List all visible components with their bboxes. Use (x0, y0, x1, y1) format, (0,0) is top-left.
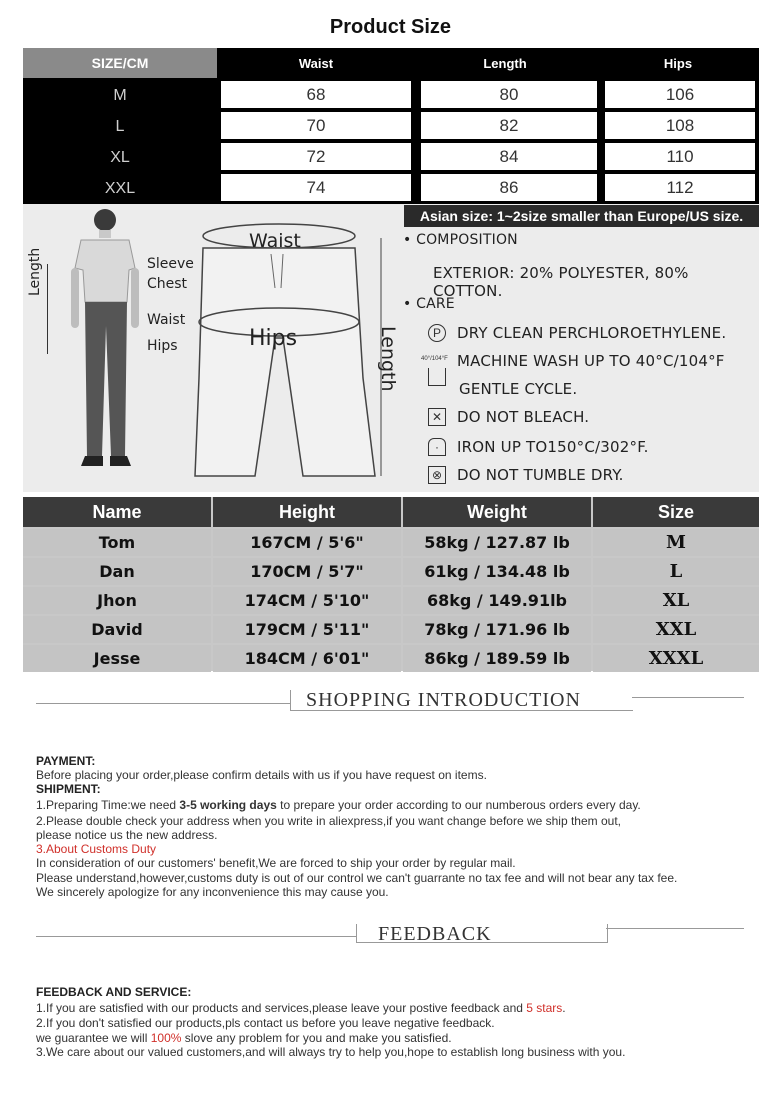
model-size: XXXL (593, 645, 759, 672)
model-height: 174CM / 5'10" (213, 587, 401, 614)
name-header: Name (23, 497, 211, 527)
shipment-label: SHIPMENT: (36, 782, 101, 796)
model-table (23, 497, 759, 671)
model-name: Jesse (23, 645, 211, 672)
model-size: XXL (593, 616, 759, 643)
feedback-line-3-a: we guarantee we will (36, 1031, 151, 1045)
feedback-line-4: 3.We care about our valued customers,and will always try to help you,hope to establish long business with you. (36, 1045, 626, 1059)
hips-header: Hips (663, 55, 693, 71)
size-label: L (115, 117, 125, 135)
model-hips-label: Hips (147, 338, 178, 354)
shorts-waist-label: Waist (249, 230, 301, 252)
wash-tub-icon (428, 368, 446, 386)
hips-cell: 112 (605, 174, 755, 201)
size-label: M (113, 86, 127, 104)
shipment-line-1-a: 1.Preparing Time:we need (36, 798, 180, 812)
hips-cell: 108 (605, 112, 755, 139)
length-cell: 84 (421, 143, 597, 170)
care-item: DO NOT BLEACH. (457, 408, 590, 426)
hips-cell: 106 (605, 81, 755, 108)
section-divider (606, 928, 744, 929)
care-item: MACHINE WASH UP TO 40°C/104°F (457, 352, 725, 370)
customs-line-1: In consideration of our customers' benefit,We are forced to ship your order by regular mail. (36, 856, 516, 870)
height-header: Height (213, 497, 401, 527)
payment-label: PAYMENT: (36, 754, 96, 768)
working-days: 3-5 working days (179, 798, 277, 812)
length-cell: 86 (421, 174, 597, 201)
no-tumble-dry-icon: ⊗ (428, 466, 446, 484)
shipment-line-2b: please notice us the new address. (36, 828, 218, 842)
wash-temp-label: 40°/104°F (421, 356, 448, 362)
waist-cell: 70 (221, 112, 411, 139)
waist-cell: 68 (221, 81, 411, 108)
size-illustration (23, 204, 759, 492)
model-name: Jhon (23, 587, 211, 614)
page-title: Product Size (329, 16, 452, 38)
hundred-percent: 100% (150, 1031, 182, 1045)
care-item: DO NOT TUMBLE DRY. (457, 466, 624, 484)
dry-clean-icon: P (428, 324, 446, 342)
model-waist-label: Waist (147, 312, 186, 328)
model-height: 184CM / 6'01" (213, 645, 401, 672)
size-label: XXL (104, 179, 136, 197)
model-height: 167CM / 5'6" (213, 529, 401, 556)
model-weight: 78kg / 171.96 lb (403, 616, 591, 643)
customs-duty-label: 3.About Customs Duty (36, 842, 157, 856)
iron-icon: · (428, 438, 446, 456)
feedback-line-1-a: 1.If you are satisfied with our products and services,please leave your postive feedback and (36, 1001, 527, 1015)
customs-line-3: We sincerely apologize for any inconvenience this may cause you. (36, 885, 389, 899)
section-divider (36, 936, 356, 937)
model-weight: 68kg / 149.91lb (403, 587, 591, 614)
shipment-line-1 (36, 798, 641, 812)
length-cell: 82 (421, 112, 597, 139)
model-height: 179CM / 5'11" (213, 616, 401, 643)
feedback-line-3-c: slove any problem for you and make you satisfied. (181, 1031, 452, 1045)
composition-heading: • COMPOSITION (403, 232, 518, 248)
model-figure-icon (53, 206, 153, 491)
shipment-line-2: 2.Please double check your address when you write in aliexpress,if you want change before we ship them out, (36, 814, 621, 828)
payment-text: Before placing your order,please confirm details with us if you have request on items. (36, 768, 487, 782)
shorts-hips-label: Hips (249, 326, 298, 351)
feedback-line-2: 2.If you don't satisfied our products,pls contact us before you leave negative feedback. (36, 1016, 495, 1030)
care-item: GENTLE CYCLE. (459, 380, 578, 398)
asian-size-banner: Asian size: 1~2size smaller than Europe/US size. (404, 205, 759, 227)
model-chest-label: Chest (147, 276, 188, 292)
feedback-line-1 (36, 1001, 566, 1015)
care-heading: • CARE (403, 296, 455, 312)
feedback-line-1-c: . (562, 1001, 566, 1015)
model-weight: 86kg / 189.59 lb (403, 645, 591, 672)
size-table (23, 48, 759, 204)
shorts-length-label: Length (377, 326, 399, 392)
section-divider (36, 703, 290, 704)
model-name: David (23, 616, 211, 643)
shopping-intro-title: SHOPPING INTRODUCTION (306, 689, 581, 711)
shipment-line-1-c: to prepare your order according to our numberous orders every day. (276, 798, 641, 812)
care-item: IRON UP TO150°C/302°F. (457, 438, 649, 456)
model-sleeve-label: Sleeve (147, 256, 194, 272)
waist-cell: 74 (221, 174, 411, 201)
model-height: 170CM / 5'7" (213, 558, 401, 585)
length-cell: 80 (421, 81, 597, 108)
model-name: Tom (23, 529, 211, 556)
model-size: XL (593, 587, 759, 614)
length-header: Length (483, 55, 527, 71)
care-item: DRY CLEAN PERCHLOROETHYLENE. (457, 324, 727, 342)
feedback-label: FEEDBACK AND SERVICE: (36, 985, 192, 999)
length-arrow (47, 264, 48, 354)
no-bleach-icon: ✕ (428, 408, 446, 426)
waist-cell: 72 (221, 143, 411, 170)
size-label: XL (110, 148, 130, 166)
model-weight: 58kg / 127.87 lb (403, 529, 591, 556)
composition-text: EXTERIOR: 20% POLYESTER, 80% COTTON. (433, 264, 689, 300)
model-weight: 61kg / 134.48 lb (403, 558, 591, 585)
model-length-label: Length (27, 247, 43, 296)
section-divider (632, 697, 744, 698)
feedback-title: FEEDBACK (378, 923, 492, 945)
size-header: SIZE/CM (23, 48, 217, 78)
waist-header: Waist (298, 55, 334, 71)
model-size: L (593, 558, 759, 585)
model-name: Dan (23, 558, 211, 585)
weight-header: Weight (403, 497, 591, 527)
model-size: M (593, 529, 759, 556)
customs-line-2: Please understand,however,customs duty is out of our control we can't guarrante no tax fee and will not bear any tax fee. (36, 871, 678, 885)
size-header: Size (593, 497, 759, 527)
feedback-line-3 (36, 1031, 452, 1045)
five-stars: 5 stars (526, 1001, 563, 1015)
hips-cell: 110 (605, 143, 755, 170)
